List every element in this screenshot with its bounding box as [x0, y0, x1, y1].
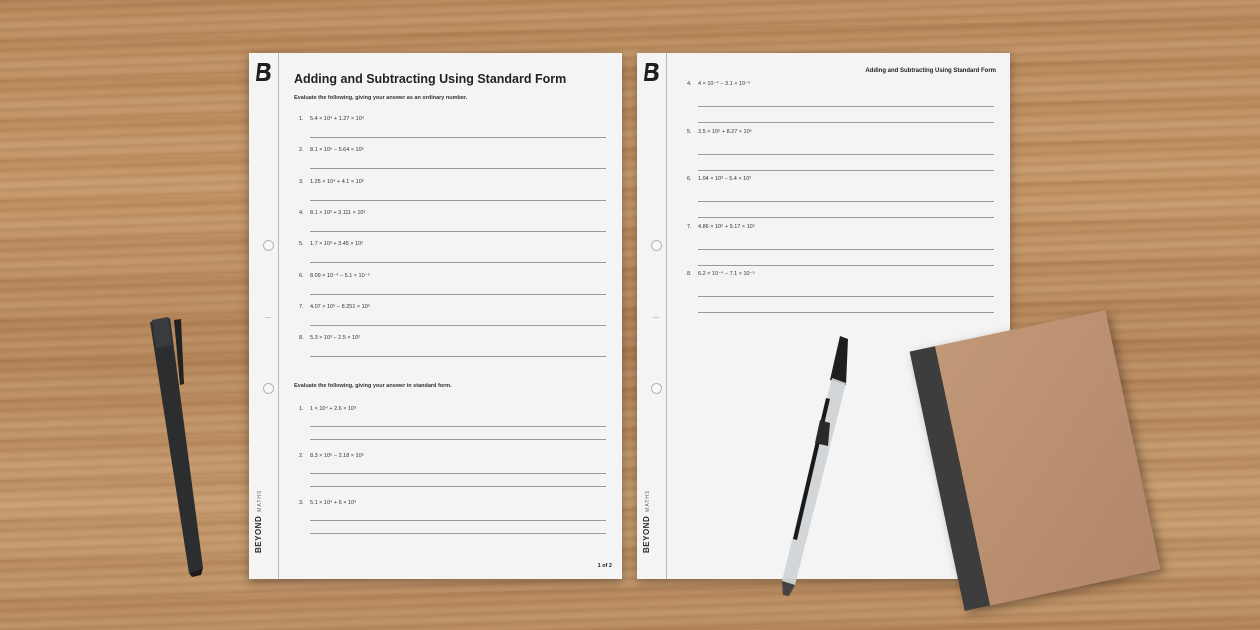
- instruction-ordinary: Evaluate the following, giving your answer as an ordinary number.: [294, 95, 468, 101]
- brand-wordmark: BEYONDMATHS: [642, 489, 651, 553]
- question-number: 4.: [687, 81, 692, 87]
- question-expression: 4.86 × 10⁶ + 9.17 × 10⁵: [698, 223, 755, 230]
- worksheet-title: Adding and Subtracting Using Standard Form: [294, 72, 567, 86]
- question-expression: 3.5 × 10⁶ + 8.27 × 10⁵: [698, 128, 752, 135]
- question-expression: 1.7 × 10³ + 3.45 × 10²: [310, 241, 364, 248]
- worksheet-header-title: Adding and Subtracting Using Standard Form: [865, 68, 996, 74]
- brand-wordmark: BEYONDMATHS: [254, 489, 263, 553]
- question-expression: 8.1 × 10³ + 3.111 × 10²: [310, 209, 366, 216]
- question-expression: 6.2 × 10⁻⁴ − 7.1 × 10⁻⁵: [698, 271, 755, 277]
- ballpoint-pen: [782, 336, 848, 596]
- felt-pen: [150, 317, 203, 577]
- question-number: 6.: [299, 272, 304, 279]
- question-expression: 4 × 10⁻⁴ − 3.1 × 10⁻⁵: [698, 81, 751, 87]
- question-number: 2.: [299, 147, 304, 154]
- question-expression: 8.1 × 10⁶ − 5.64 × 10⁵: [310, 147, 364, 154]
- question-expression: 5.1 × 10⁴ + 6 × 10³: [310, 500, 356, 506]
- question-expression: 8.09 × 10⁻⁴ − 5.1 × 10⁻⁵: [310, 272, 370, 279]
- question-number: 4.: [299, 209, 304, 216]
- instruction-standard-form: Evaluate the following, giving your answer in standard form.: [294, 383, 452, 389]
- question-expression: 8.3 × 10⁶ − 2.18 × 10⁵: [310, 453, 364, 459]
- question-number: 8.: [687, 271, 692, 277]
- question-number: 7.: [687, 223, 692, 230]
- question-number: 3.: [299, 500, 304, 506]
- question-number: 8.: [299, 335, 304, 342]
- question-number: 5.: [299, 241, 304, 248]
- question-number: 3.: [299, 178, 304, 185]
- question-expression: 5.3 × 10³ − 2.5 × 10²: [310, 335, 360, 342]
- question-expression: 5.4 × 10⁴ + 1.27 × 10⁴: [310, 116, 365, 122]
- question-number: 1.: [299, 406, 304, 412]
- question-number: 1.: [299, 116, 304, 122]
- question-expression: 4.07 × 10⁶ − 8.251 × 10⁵: [310, 303, 371, 310]
- question-number: 7.: [299, 303, 304, 310]
- question-expression: 1.25 × 10⁴ + 4.1 × 10³: [310, 178, 364, 185]
- page-number: 1 of 2: [597, 563, 612, 569]
- question-expression: 1 × 10⁴ + 2.6 × 10³: [310, 406, 356, 412]
- question-number: 6.: [687, 176, 692, 182]
- question-expression: 1.04 × 10³ − 5.4 × 10²: [698, 176, 752, 182]
- question-number: 2.: [299, 453, 304, 459]
- question-number: 5.: [687, 128, 692, 135]
